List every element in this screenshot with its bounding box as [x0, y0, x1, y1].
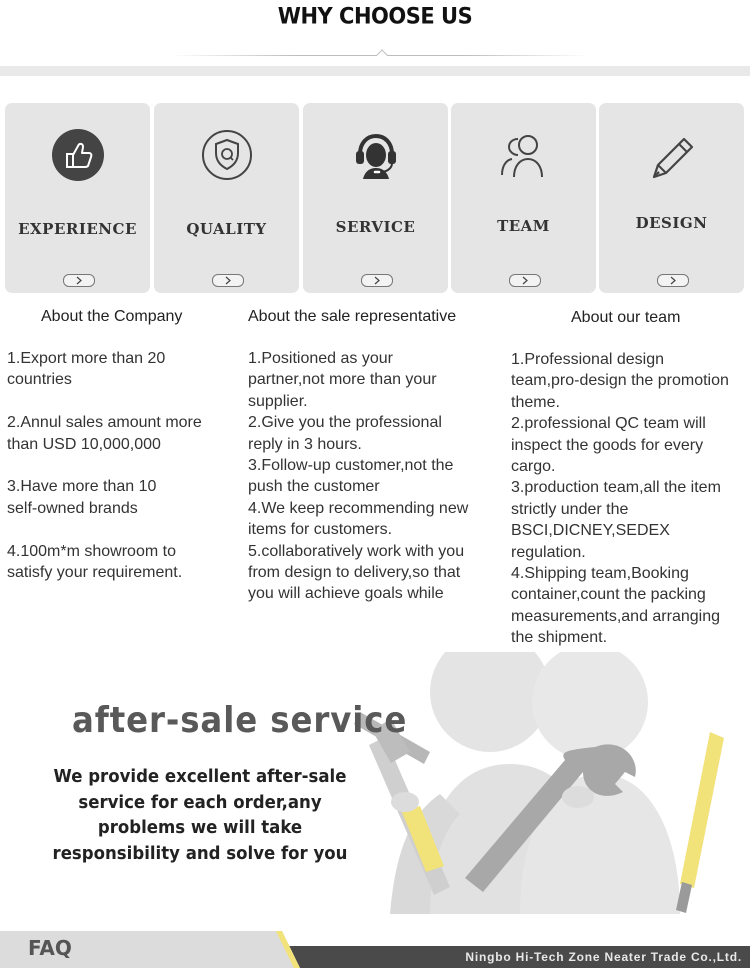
company-name: Ningbo Hi-Tech Zone Neater Trade Co.,Ltd. [465, 950, 742, 964]
column-body-company: 1.Export more than 20 countries 2.Annul sales amount more than USD 10,000,000 3.Have more than 10 self-owned brands 4.100m*m showroom to satisfy your requirement. [7, 350, 202, 582]
workers-tools-illustration [330, 652, 750, 914]
chevron-right-icon [74, 275, 84, 286]
team-people-icon [496, 127, 552, 183]
pencil-icon [644, 127, 700, 183]
card-label: EXPERIENCE [18, 220, 137, 238]
column-body-team: 1.Professional design team,pro-design the promotion theme. 2.professional QC team will inspect the goods for every cargo. 3.production team,all the item strictly under the BSCI,DICNEY,SEDEX regulation. 4.Shipping team,Booking container,count the packing measurements,and arranging the shipment. [511, 351, 729, 647]
card-team[interactable] [451, 103, 596, 293]
headset-agent-icon [348, 127, 404, 183]
title-divider-notch [376, 49, 387, 60]
card-label: QUALITY [186, 220, 267, 238]
chevron-right-icon [520, 275, 530, 286]
column-heading-team: About our team [571, 309, 681, 326]
thumbs-up-icon [50, 127, 106, 183]
gray-band [0, 66, 750, 76]
column-body-sale-rep: 1.Positioned as your partner,not more than your supplier. 2.Give you the professional reply in 3 hours. 3.Follow-up customer,not the push the customer 4.We keep recommending new items for customers. 5.collaboratively work with you from design to delivery,so that you will achieve goals while [248, 350, 469, 603]
more-button[interactable] [212, 274, 244, 287]
after-sale-description: We provide excellent after-sale service for each order,any problems we will take responsibility and solve for you [52, 766, 348, 864]
card-label: DESIGN [635, 214, 708, 232]
card-label: SERVICE [335, 218, 416, 236]
chevron-right-icon [223, 275, 233, 286]
more-button[interactable] [361, 274, 393, 287]
column-heading-sale-rep: About the sale representative [248, 308, 457, 325]
card-label: TEAM [497, 217, 550, 235]
card-service[interactable] [303, 103, 448, 293]
after-sale-title: after-sale service [72, 700, 408, 741]
more-button[interactable] [657, 274, 689, 287]
card-experience[interactable] [5, 103, 150, 293]
chevron-right-icon [668, 275, 678, 286]
column-heading-company: About the Company [41, 308, 183, 325]
section-title: WHY CHOOSE US [277, 3, 473, 29]
card-quality[interactable] [154, 103, 299, 293]
card-design[interactable] [599, 103, 744, 293]
quality-shield-icon [199, 127, 255, 183]
more-button[interactable] [63, 274, 95, 287]
faq-label[interactable]: FAQ [28, 936, 72, 960]
more-button[interactable] [509, 274, 541, 287]
chevron-right-icon [372, 275, 382, 286]
